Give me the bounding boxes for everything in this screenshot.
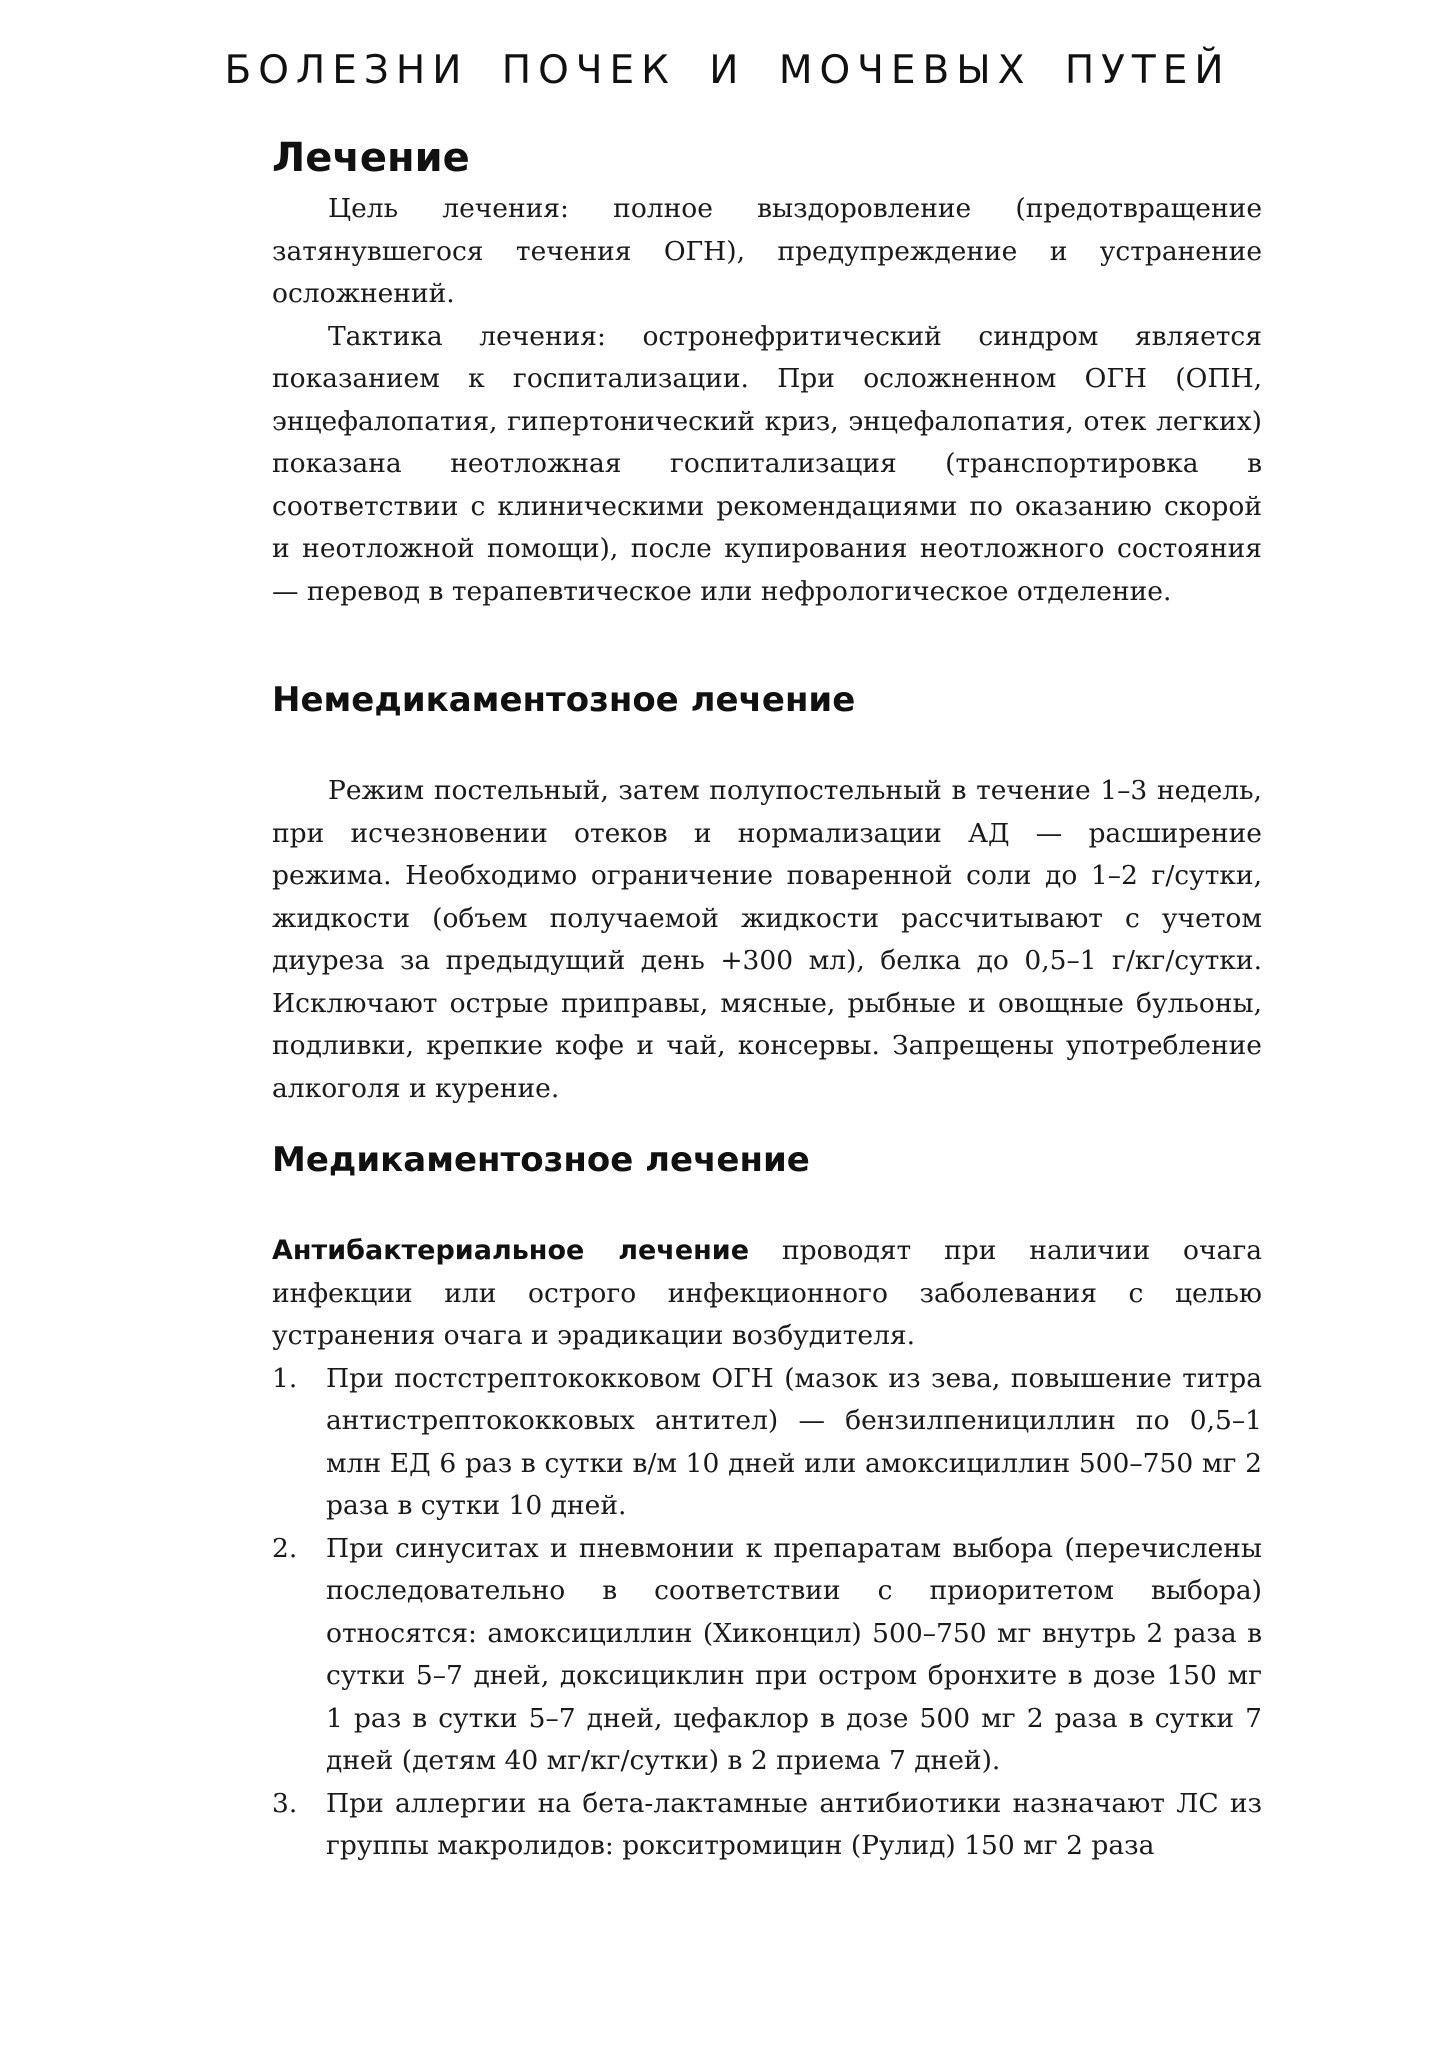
treatment-paragraph-goal: Цель лечения: полное выздоровление (предотвращение затянувшегося течения ОГН), предупреждение и устранение осложнений.	[272, 193, 1262, 309]
drug-lead-bold: Антибактериальное лечение	[272, 1235, 750, 1266]
list-item-text: При аллергии на бета-лактамные антибиотики назначают ЛС из группы макролидов: рокситромицин (Рулид) 150 мг 2 раза	[326, 1787, 1262, 1861]
list-item-text: При постстрептококковом ОГН (мазок из зева, повышение титра антистрептококковых антител) — бензилпенициллин по 0,5–1 млн ЕД 6 раз в сутки в/м 10 дней или амоксициллин 500–750 мг 2 раза в сутки 10 дней.	[326, 1362, 1262, 1521]
section-drug	[272, 1140, 1262, 1180]
section-heading-treatment: Лечение	[272, 135, 470, 181]
list-item-number: 3.	[272, 1787, 298, 1819]
antibacterial-list	[272, 1358, 1262, 1868]
list-item	[272, 1528, 1262, 1783]
drug-lead-rest: проводят при наличии очага инфекции или острого инфекционного заболевания с целью устранения очага и эрадикации возбудителя.	[272, 1235, 1262, 1351]
treatment-paragraph-tactics: Тактика лечения: остронефритический синдром является показанием к госпитализации. При осложненном ОГН (ОПН, энцефалопатия, гипертонический криз, энцефалопатия, отек легких) показана неотложная госпитализация (транспортировка в соответствии с клиническими рекомендациями по оказанию скорой и неотложной помощи), после купирования неотложного состояния — перевод в терапевтическое или нефрологическое отделение.	[272, 320, 1262, 607]
treatment-body	[272, 188, 1262, 613]
section-nondrug	[272, 680, 1262, 720]
section-heading-nondrug: Немедикаментозное лечение	[272, 680, 856, 720]
list-item	[272, 1358, 1262, 1528]
running-head: БОЛЕЗНИ ПОЧЕК И МОЧЕВЫХ ПУТЕЙ	[224, 48, 1231, 93]
list-item	[272, 1783, 1262, 1868]
nondrug-body	[272, 770, 1262, 1110]
list-item-number: 2.	[272, 1532, 298, 1564]
list-item-text: При синуситах и пневмонии к препаратам выбора (перечислены последовательно в соответствии с приоритетом выбора) относятся: амоксициллин (Хиконцил) 500–750 мг внутрь 2 раза в сутки 5–7 дней, доксициклин при остром бронхите в дозе 150 мг 1 раз в сутки 5–7 дней, цефаклор в дозе 500 мг 2 раза в сутки 7 дней (детям 40 мг/кг/сутки) в 2 приема 7 дней).	[326, 1532, 1262, 1776]
section-heading-drug: Медикаментозное лечение	[272, 1140, 810, 1180]
nondrug-paragraph: Режим постельный, затем полупостельный в течение 1–3 недель, при исчезновении отеков и нормализации АД — расширение режима. Необходимо ограничение поваренной соли до 1–2 г/сутки, жидкости (объем получаемой жидкости рассчитывают с учетом диуреза за предыдущий день +300 мл), белка до 0,5–1 г/кг/сутки. Исключают острые приправы, мясные, рыбные и овощные бульоны, подливки, крепкие кофе и чай, консервы. Запрещены употребление алкоголя и курение.	[272, 775, 1262, 1104]
drug-body	[272, 1230, 1262, 1868]
list-item-number: 1.	[272, 1362, 298, 1394]
drug-lead-paragraph	[272, 1230, 1262, 1358]
section-treatment	[272, 135, 1262, 181]
